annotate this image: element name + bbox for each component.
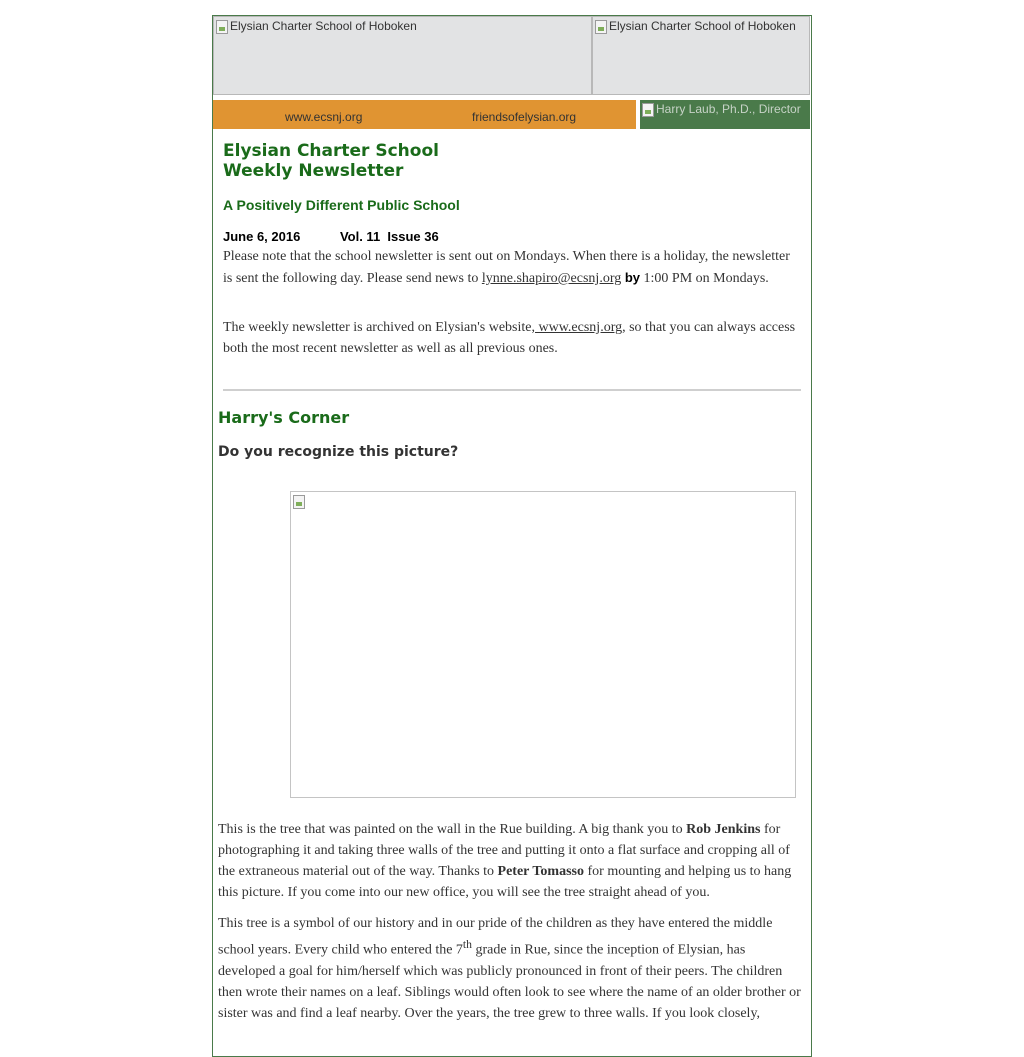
- section-divider: [223, 389, 801, 391]
- archive-text: The weekly newsletter is archived on Elysian's website,: [223, 320, 535, 335]
- para1-text-mid: for photographing it and taking three walls of the tree and putting it onto a flat surface and cropping all of the extraneous material out of the way. Thanks to: [218, 822, 790, 879]
- school-logo-right: [592, 16, 810, 95]
- broken-image-icon: [293, 495, 305, 509]
- broken-image-icon: [642, 103, 654, 117]
- tree-paragraph-2: [218, 913, 803, 1024]
- para2-text: This tree is a symbol of our history and in our pride of the children as they have entered the middle school years. Every child who entered the 7: [218, 916, 773, 958]
- header-banner: [213, 16, 811, 97]
- broken-image-icon: [595, 20, 607, 34]
- archive-text-end: , so that you can always access both the most recent newsletter as well as all previous ones.: [223, 320, 796, 356]
- issue-date: June 6, 2016: [223, 229, 301, 244]
- title-line-1: Elysian Charter School: [223, 141, 439, 161]
- para2-text-end: grade in Rue, since the inception of Elysian, has developed a goal for him/herself which was publicly pronounced in front of their peers. The children then wrote their names on a leaf. Siblings would often look to see where the name of an older brother or sister was and find a leaf nearby. Over the years, the tree grew to three walls. If you look closely,: [218, 942, 801, 1021]
- note-text-end: 1:00 PM on Mondays.: [640, 271, 769, 286]
- para1-text: This is the tree that was painted on the wall in the Rue building. A big thank you to: [218, 822, 687, 837]
- logo-left-alt-text: Elysian Charter School of Hoboken: [230, 19, 417, 33]
- archive-note: [223, 317, 801, 359]
- title-line-2: Weekly Newsletter: [223, 161, 404, 181]
- tagline: A Positively Different Public School: [223, 197, 460, 213]
- archive-site-link[interactable]: www.ecsnj.org: [535, 320, 623, 335]
- note-text: Please note that the school newsletter is sent out on Mondays. When there is a holiday, the newsletter is sent the following day. Please send news to: [223, 249, 790, 286]
- logo-right-alt-text: Elysian Charter School of Hoboken: [609, 19, 796, 33]
- director-image: [640, 100, 810, 129]
- ecsnj-link[interactable]: www.ecsnj.org: [285, 110, 363, 124]
- para1-text-end: for mounting and helping us to hang this picture. If you come into our new office, you will see the tree straight ahead of you.: [218, 864, 792, 900]
- tree-picture: [290, 491, 796, 798]
- issue-volume: Vol. 11 Issue 36: [339, 229, 439, 244]
- nav-bar: [213, 100, 636, 129]
- director-alt-text: Harry Laub, Ph.D., Director: [656, 102, 801, 116]
- friends-of-elysian-link[interactable]: friendsofelysian.org: [472, 110, 577, 124]
- tree-paragraph-1: [218, 819, 803, 903]
- issue-info: [223, 229, 439, 244]
- newsletter-title: [223, 141, 439, 181]
- broken-image-icon: [216, 20, 228, 34]
- note-by: by: [621, 270, 641, 285]
- ordinal-suffix: th: [462, 938, 472, 951]
- school-logo-left: [213, 16, 592, 95]
- newsletter-page: [212, 15, 812, 1057]
- harrys-corner-heading: Harry's Corner: [218, 408, 350, 427]
- email-link[interactable]: lynne.shapiro@ecsnj.org: [481, 271, 622, 286]
- rob-jenkins-name: Rob Jenkins: [686, 822, 761, 837]
- picture-question: Do you recognize this picture?: [218, 444, 459, 460]
- submission-note: [223, 246, 801, 289]
- peter-tomasso-name: Peter Tomasso: [497, 864, 584, 879]
